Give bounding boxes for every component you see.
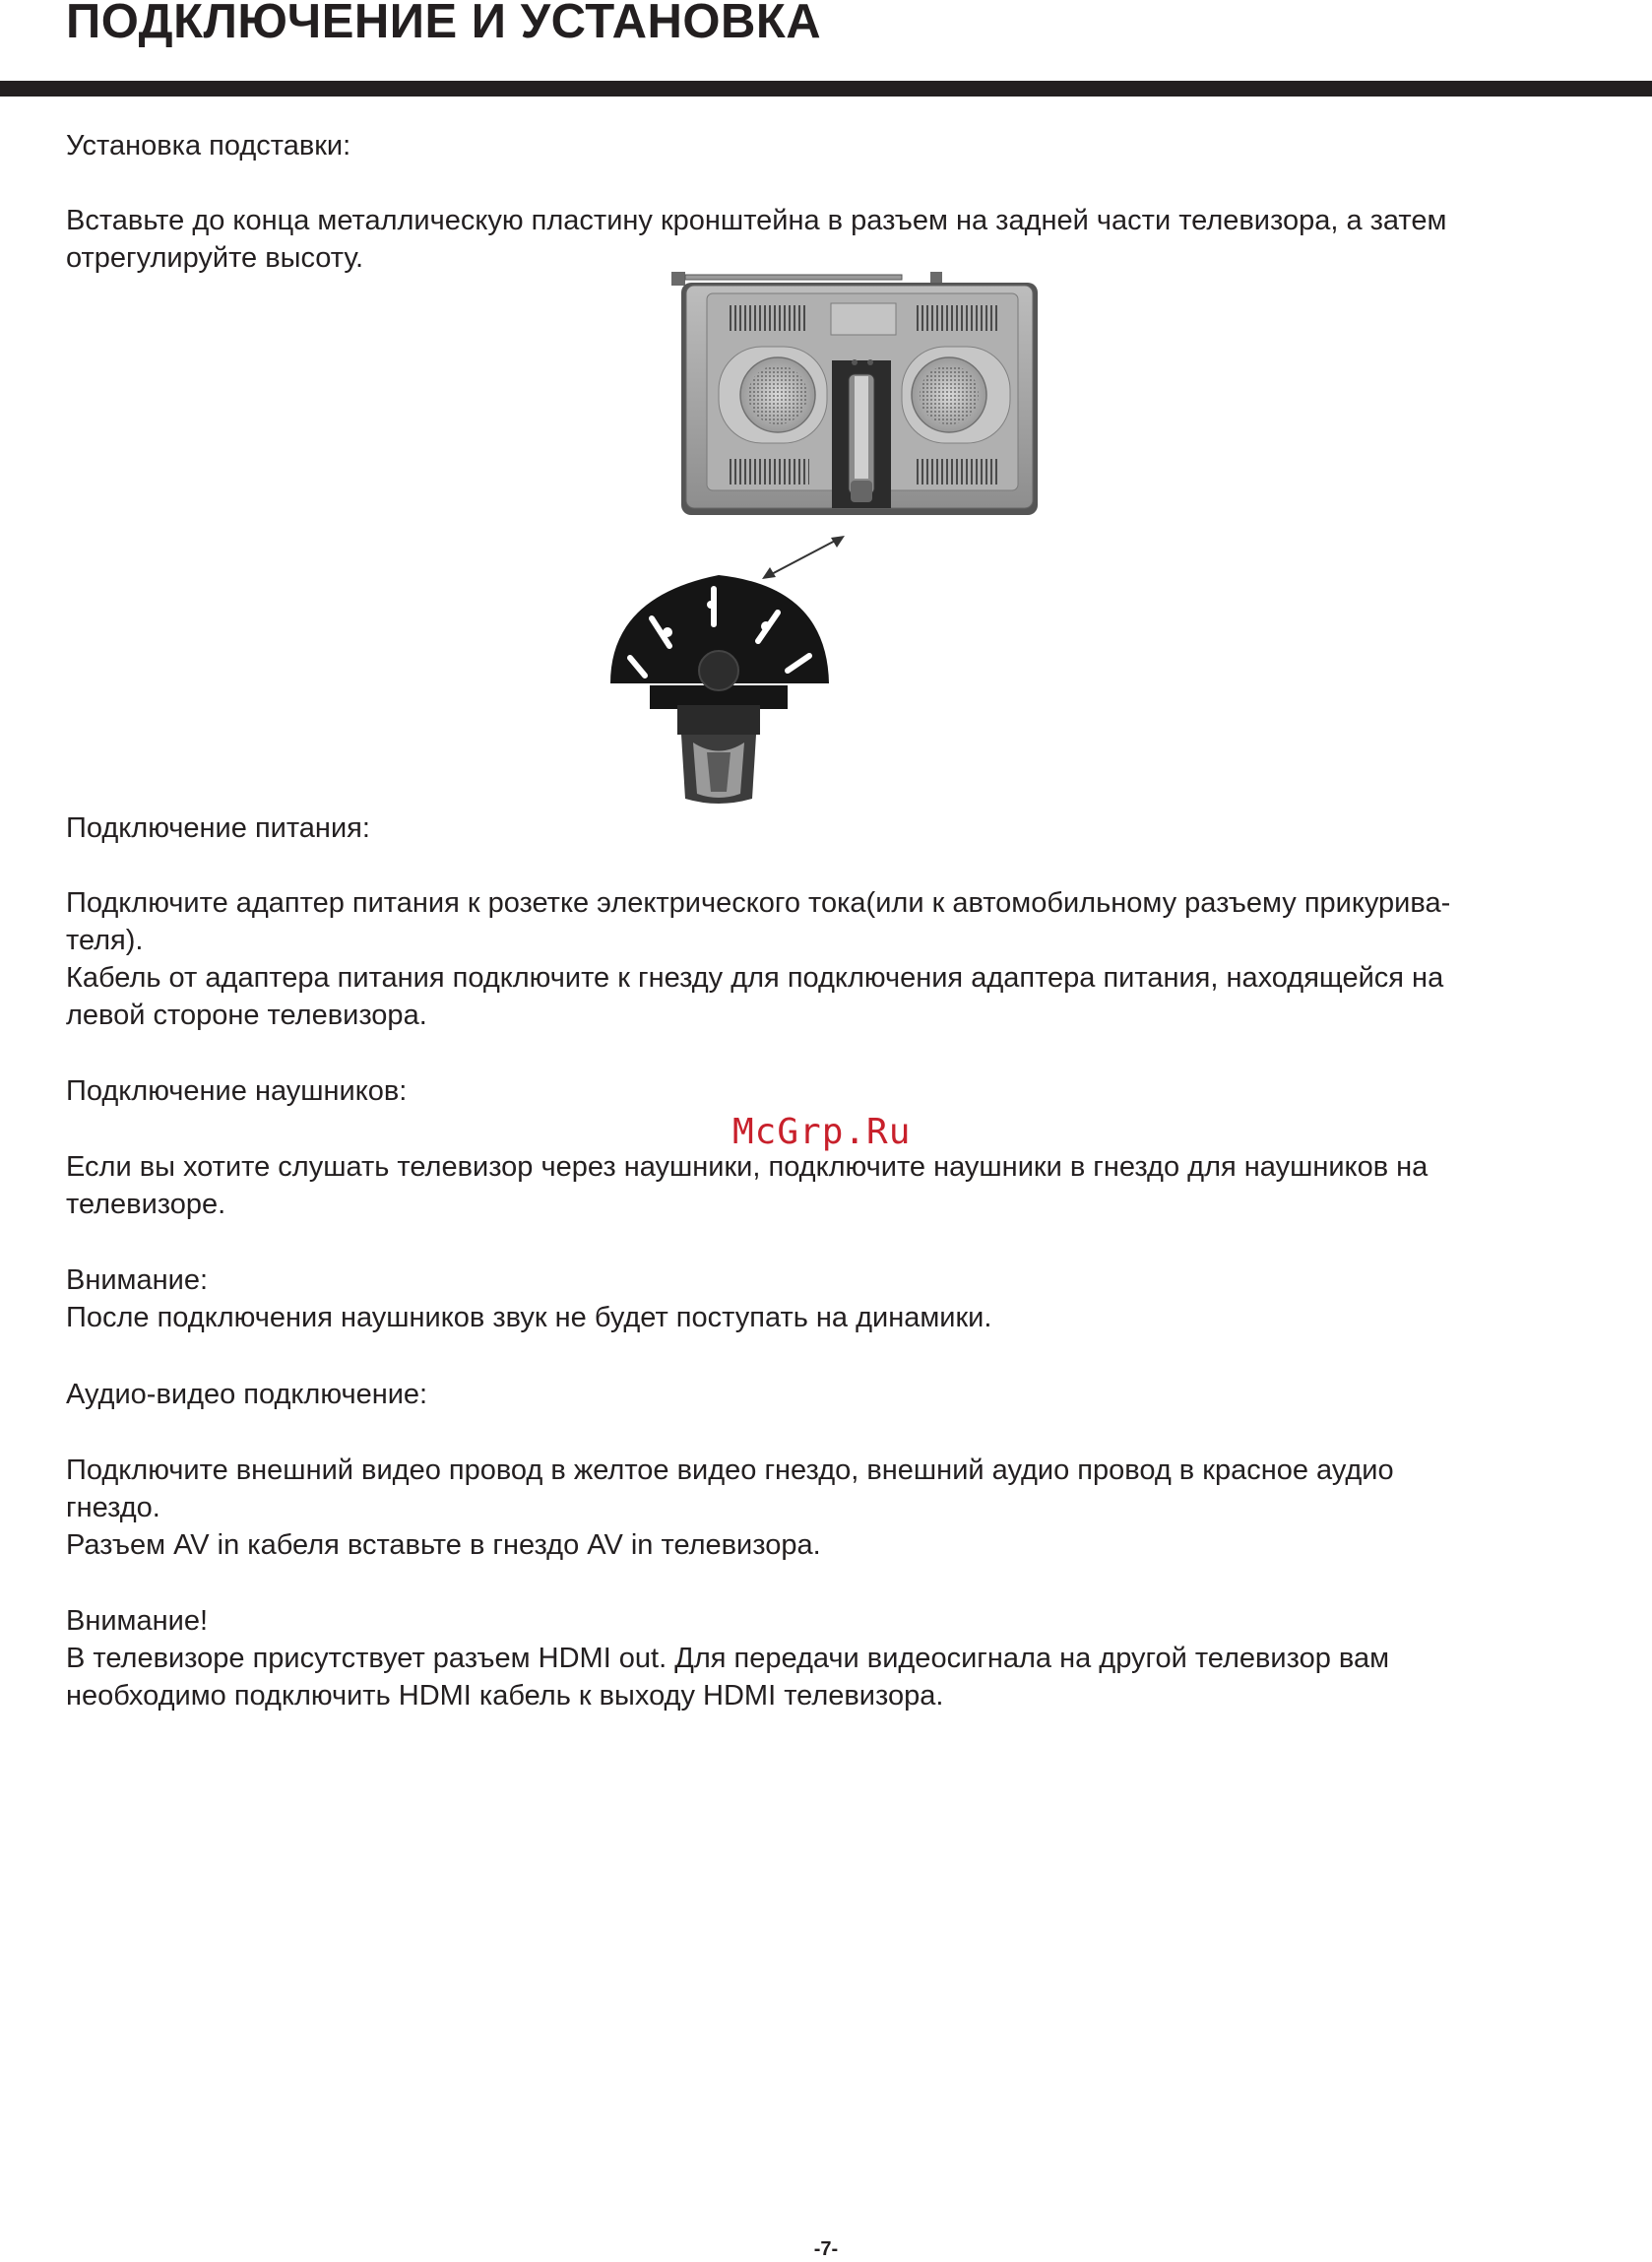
page-title: ПОДКЛЮЧЕНИЕ И УСТАНОВКА — [66, 0, 822, 48]
watermark: McGrp.Ru — [732, 1112, 912, 1152]
power-text-line-2: теля). — [66, 925, 144, 956]
stand-bracket — [610, 575, 829, 804]
av-text-line-2: гнездо. — [66, 1492, 160, 1523]
av-heading: Аудио-видео подключение: — [66, 1379, 428, 1410]
headphones-heading: Подключение наушников: — [66, 1075, 408, 1107]
attention-heading: Внимание: — [66, 1264, 209, 1296]
stand-text-line-1: Вставьте до конца металлическую пластину кронштейна в разъем на задней части телевизора, а затем — [66, 205, 1447, 236]
stand-heading: Установка подставки: — [66, 130, 351, 162]
hdmi-text-line-2: необходимо подключить HDMI кабель к выходу HDMI телевизора. — [66, 1680, 944, 1712]
stand-text-line-2: отрегулируйте высоту. — [66, 242, 364, 274]
power-text-line-3: Кабель от адаптера питания подключите к гнезду для подключения адаптера питания, находящейся на — [66, 962, 1444, 994]
av-text-line-1: Подключите внешний видео провод в желтое видео гнездо, внешний аудио провод в красное аудио — [66, 1454, 1394, 1486]
title-divider — [0, 81, 1652, 97]
hdmi-text-line-1: В телевизоре присутствует разъем HDMI out. Для передачи видеосигнала на другой телевизор вам — [66, 1643, 1390, 1674]
hdmi-heading: Внимание! — [66, 1605, 209, 1637]
av-text-line-3: Разъем AV in кабеля вставьте в гнездо AV in телевизора. — [66, 1529, 821, 1561]
power-heading: Подключение питания: — [66, 812, 370, 844]
insert-direction-arrow — [762, 536, 845, 579]
headphones-text-line-2: телевизоре. — [66, 1189, 226, 1220]
attention-text-line-1: После подключения наушников звук не будет поступать на динамики. — [66, 1302, 992, 1333]
tv-back-panel — [681, 283, 1038, 515]
power-text-line-1: Подключите адаптер питания к розетке электрического тока(или к автомобильному разъему прикурива- — [66, 887, 1451, 919]
tv-stand-mounting-diagram — [591, 272, 1063, 808]
page-number: -7- — [813, 2238, 839, 2260]
power-text-line-4: левой стороне телевизора. — [66, 1000, 427, 1031]
headphones-text-line-1: Если вы хотите слушать телевизор через наушники, подключите наушники в гнездо для наушников на — [66, 1151, 1429, 1183]
